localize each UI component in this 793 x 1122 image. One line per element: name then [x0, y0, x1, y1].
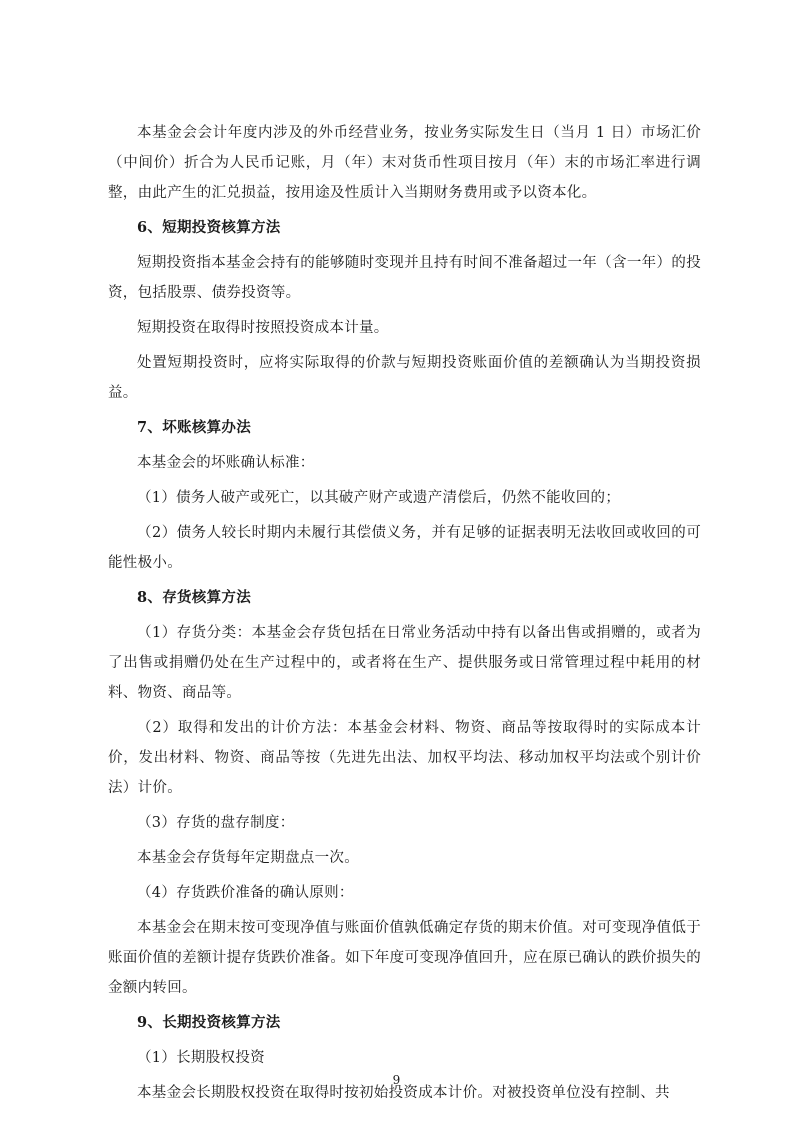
paragraph: （1）存货分类：本基金会存货包括在日常业务活动中持有以备出售或捐赠的，或者为了出售或捐赠仍处在生产过程中的，或者将在生产、提供服务或日常管理过程中耗用的材料、物资、商品等。	[108, 625, 701, 701]
section-heading: 7、坏账核算办法	[137, 419, 251, 436]
paragraph: 本基金会存货每年定期盘点一次。	[137, 850, 359, 866]
page-number: 9	[392, 1073, 401, 1087]
paragraph: 短期投资在取得时按照投资成本计量。	[137, 320, 389, 336]
paragraph: 本基金会会计年度内涉及的外币经营业务，按业务实际发生日（当月 1 日）市场汇价（中间价）折合为人民币记账，月（年）末对货币性项目按月（年）末的市场汇率进行调整，由此产生的汇兑损益，按用途及性质计入当期财务费用或予以资本化。	[108, 125, 701, 201]
paragraph: 本基金会在期末按可变现净值与账面价值孰低确定存货的期末价值。对可变现净值低于账面价值的差额计提存货跌价准备。如下年度可变现净值回升，应在原已确认的跌价损失的金额内转回。	[108, 920, 701, 996]
paragraph: （2）取得和发出的计价方法：本基金会材料、物资、商品等按取得时的实际成本计价，发出材料、物资、商品等按（先进先出法、加权平均法、移动加权平均法或个别计价法）计价。	[108, 720, 701, 796]
body-text	[108, 118, 701, 1108]
paragraph: （1）债务人破产或死亡，以其破产财产或遗产清偿后，仍然不能收回的；	[137, 490, 621, 506]
paragraph: （1）长期股权投资	[137, 1050, 265, 1066]
paragraph: 本基金会的坏账确认标准：	[137, 455, 315, 471]
paragraph: 短期投资指本基金会持有的能够随时变现并且持有时间不准备超过一年（含一年）的投资，包括股票、债券投资等。	[108, 255, 701, 301]
paragraph: （4）存货跌价准备的确认原则：	[137, 885, 354, 901]
paragraph: （2）债务人较长时期内未履行其偿债义务，并有足够的证据表明无法收回或收回的可能性极小。	[108, 525, 701, 571]
section-heading: 6、短期投资核算方法	[137, 219, 281, 236]
paragraph: 本基金会长期股权投资在取得时按初始投资成本计价。对被投资单位没有控制、共	[137, 1085, 670, 1101]
paragraph: （3）存货的盘存制度：	[137, 815, 295, 831]
section-heading: 8、存货核算方法	[137, 589, 251, 606]
section-heading: 9、长期投资核算方法	[137, 1014, 281, 1031]
paragraph: 处置短期投资时，应将实际取得的价款与短期投资账面价值的差额确认为当期投资损益。	[108, 355, 701, 401]
